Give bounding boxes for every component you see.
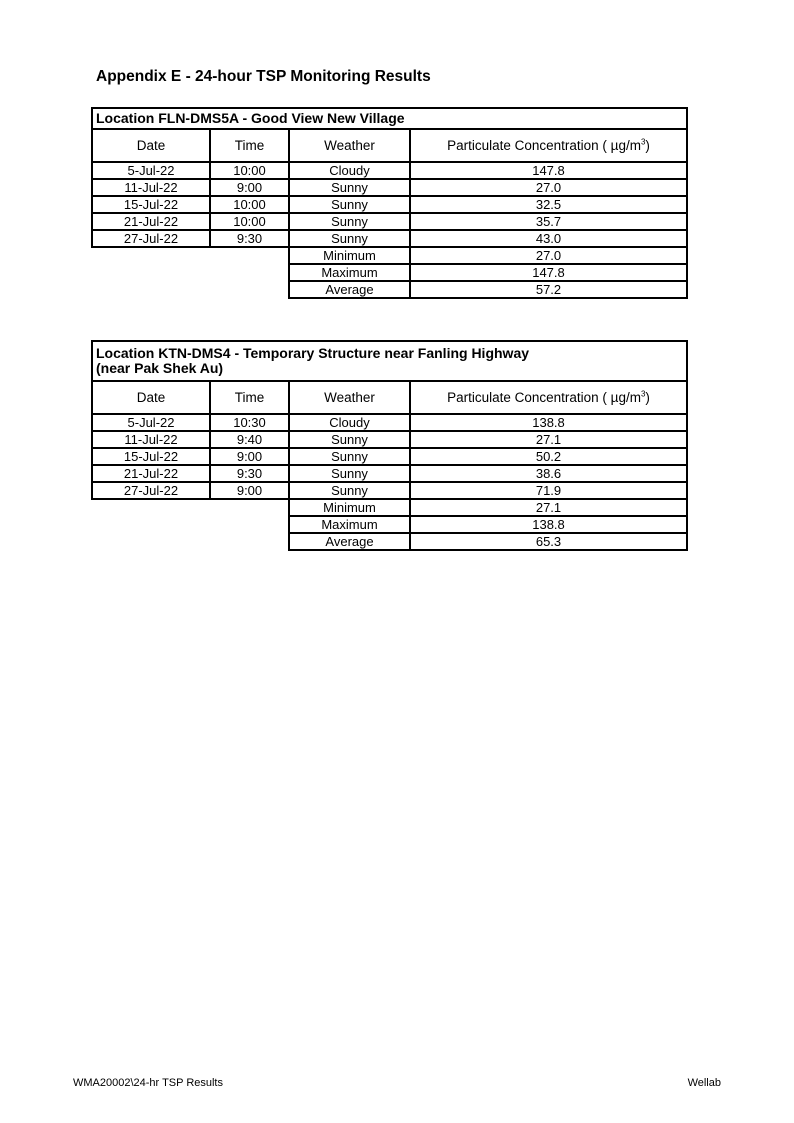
time-cell: 10:00 (210, 213, 289, 230)
table-row (92, 414, 687, 431)
concentration-cell: 27.0 (410, 179, 687, 196)
footer-file-path: WMA20002\24-hr TSP Results (73, 1077, 223, 1089)
table-row (92, 465, 687, 482)
time-cell: 9:00 (210, 179, 289, 196)
time-cell: 9:00 (210, 448, 289, 465)
date-cell: 15-Jul-22 (92, 448, 210, 465)
stat-row-maximum (92, 264, 687, 281)
results-table-fln-dms5a (91, 107, 688, 299)
concentration-cell: 38.6 (410, 465, 687, 482)
stat-value: 138.8 (410, 516, 687, 533)
weather-cell: Sunny (289, 230, 410, 247)
date-header: Date (92, 381, 210, 414)
date-cell: 27-Jul-22 (92, 230, 210, 247)
table-row (92, 179, 687, 196)
weather-cell: Cloudy (289, 162, 410, 179)
table-row (92, 196, 687, 213)
date-cell: 21-Jul-22 (92, 465, 210, 482)
stat-value: 57.2 (410, 281, 687, 298)
location-subname: (near Pak Shek Au) (96, 360, 224, 376)
concentration-cell: 35.7 (410, 213, 687, 230)
time-cell: 9:40 (210, 431, 289, 448)
date-cell: 21-Jul-22 (92, 213, 210, 230)
date-cell: 5-Jul-22 (92, 162, 210, 179)
concentration-cell: 138.8 (410, 414, 687, 431)
weather-cell: Sunny (289, 431, 410, 448)
weather-cell: Sunny (289, 482, 410, 499)
stat-row-minimum (92, 499, 687, 516)
date-cell: 27-Jul-22 (92, 482, 210, 499)
weather-cell: Cloudy (289, 414, 410, 431)
location-row (92, 108, 687, 129)
table-row (92, 482, 687, 499)
date-cell: 11-Jul-22 (92, 179, 210, 196)
stat-label: Minimum (289, 247, 410, 264)
concentration-header: Particulate Concentration ( $\mu g/m^3$) (410, 381, 687, 414)
concentration-cell: 27.1 (410, 431, 687, 448)
location-name: Location FLN-DMS5A - Good View New Village (96, 110, 405, 126)
stat-label: Maximum (289, 264, 410, 281)
concentration-cell: 32.5 (410, 196, 687, 213)
time-cell: 9:30 (210, 230, 289, 247)
weather-cell: Sunny (289, 448, 410, 465)
header-row (92, 129, 687, 162)
date-header: Date (92, 129, 210, 162)
location-heading (92, 341, 687, 381)
weather-cell: Sunny (289, 196, 410, 213)
stat-value: 27.1 (410, 499, 687, 516)
weather-header: Weather (289, 129, 410, 162)
weather-header: Weather (289, 381, 410, 414)
time-cell: 10:00 (210, 162, 289, 179)
time-cell: 9:00 (210, 482, 289, 499)
concentration-cell: 50.2 (410, 448, 687, 465)
footer-company: Wellab (687, 1077, 721, 1089)
stat-row-maximum (92, 516, 687, 533)
results-table-ktn-dms4 (91, 340, 688, 551)
concentration-cell: 43.0 (410, 230, 687, 247)
concentration-header: Particulate Concentration ( $\mu g/m^3$) (410, 129, 687, 162)
table-row (92, 431, 687, 448)
date-cell: 15-Jul-22 (92, 196, 210, 213)
stat-label: Minimum (289, 499, 410, 516)
header-row (92, 381, 687, 414)
stat-value: 65.3 (410, 533, 687, 550)
stat-row-minimum (92, 247, 687, 264)
location-row (92, 341, 687, 381)
table-row (92, 213, 687, 230)
page-title: Appendix E - 24-hour TSP Monitoring Results (96, 68, 431, 85)
stat-row-average (92, 533, 687, 550)
location-name: Location KTN-DMS4 - Temporary Structure near Fanling Highway (96, 345, 530, 361)
stat-label: Maximum (289, 516, 410, 533)
concentration-cell: 71.9 (410, 482, 687, 499)
stat-row-average (92, 281, 687, 298)
time-cell: 9:30 (210, 465, 289, 482)
weather-cell: Sunny (289, 213, 410, 230)
table-row (92, 162, 687, 179)
stat-value: 27.0 (410, 247, 687, 264)
weather-cell: Sunny (289, 179, 410, 196)
concentration-cell: 147.8 (410, 162, 687, 179)
stat-label: Average (289, 533, 410, 550)
date-cell: 5-Jul-22 (92, 414, 210, 431)
date-cell: 11-Jul-22 (92, 431, 210, 448)
time-cell: 10:00 (210, 196, 289, 213)
time-cell: 10:30 (210, 414, 289, 431)
table-row (92, 448, 687, 465)
stat-label: Average (289, 281, 410, 298)
weather-cell: Sunny (289, 465, 410, 482)
table-row (92, 230, 687, 247)
time-header: Time (210, 129, 289, 162)
stat-value: 147.8 (410, 264, 687, 281)
location-heading (92, 108, 687, 129)
time-header: Time (210, 381, 289, 414)
